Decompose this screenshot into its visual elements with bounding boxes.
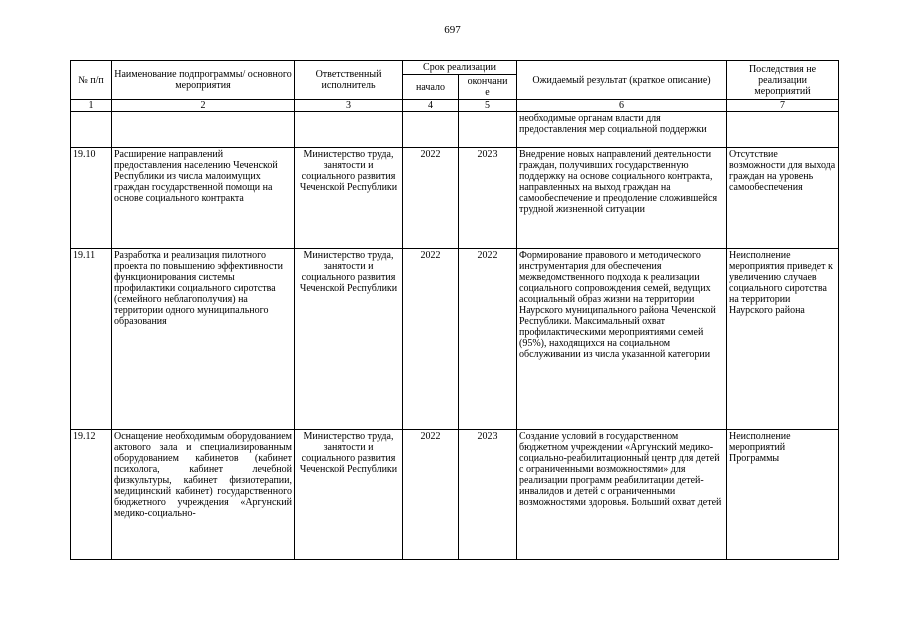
row-consequence: Неисполнение мероприятий Программы xyxy=(727,430,839,560)
row-result: Формирование правового и методического инструментария для обеспечения межведомственного подхода к реализации социального сопровождения семей, ведущих асоциальный образ жизни на территории Наурского муниципального района Чеченской Республики. Максимальный охват профилактическими мероприятиями семей (95%), находящихся на социальном обслуживании из числа указанной категории xyxy=(517,249,727,430)
header-end-line1: окончани xyxy=(467,76,508,87)
column-number-2: 2 xyxy=(112,100,295,112)
page-number: 697 xyxy=(444,24,461,36)
column-number-6: 6 xyxy=(517,100,727,112)
header-end-line2: е xyxy=(485,87,490,98)
column-number-1: 1 xyxy=(71,100,112,112)
header-name: Наименование подпрограммы/ основного мероприятия xyxy=(112,61,295,100)
row-start: 2022 xyxy=(403,430,459,560)
header-end xyxy=(459,75,517,100)
header-start: начало xyxy=(403,75,459,100)
row-name: Разработка и реализация пилотного проекта по повышению эффективности функционирования системы профилактики социального сиротства (семейного неблагополучия) на территории одного муниципального образования xyxy=(112,249,295,430)
row-number: 19.10 xyxy=(71,148,112,249)
header-consequence: Последствия не реализации мероприятий xyxy=(727,61,839,100)
row-number: 19.12 xyxy=(71,430,112,560)
row-executor: Министерство труда, занятости и социального развития Чеченской Республики xyxy=(295,430,403,560)
column-number-4: 4 xyxy=(403,100,459,112)
header-deadline: Срок реализации xyxy=(403,61,517,75)
header-executor: Ответственный исполнитель xyxy=(295,61,403,100)
program-table xyxy=(70,60,839,560)
column-number-3: 3 xyxy=(295,100,403,112)
header-number: № п/п xyxy=(71,61,112,100)
row-result: Внедрение новых направлений деятельности граждан, получивших государственную поддержку на основе социального контракта, направленных на выход граждан на самообеспечение и преодоление сложившейся трудной жизненной ситуации xyxy=(517,148,727,249)
table-row xyxy=(71,148,839,249)
column-number-7: 7 xyxy=(727,100,839,112)
row-executor: Министерство труда, занятости и социального развития Чеченской Республики xyxy=(295,148,403,249)
table-row-continuation xyxy=(71,112,839,148)
row-name: Оснащение необходимым оборудованием актового зала и специализированным оборудованием кабинетов (кабинет психолога, кабинет лечебной физкультуры, кабинет физиотерапии, медицинский кабинет) государственного бюджетного учреждения «Аргунский медико-социально- xyxy=(112,430,295,560)
continuation-result: необходимые органам власти для предоставления мер социальной поддержки xyxy=(517,112,727,148)
header-result: Ожидаемый результат (краткое описание) xyxy=(517,61,727,100)
row-name: Расширение направлений предоставления населению Чеченской Республики из числа малоимущих граждан государственной помощи на основе социального контракта xyxy=(112,148,295,249)
row-start: 2022 xyxy=(403,148,459,249)
table-row xyxy=(71,430,839,560)
row-consequence: Неисполнение мероприятия приведет к увеличению случаев социального сиротства на территории Наурского района xyxy=(727,249,839,430)
table-row xyxy=(71,249,839,430)
row-number: 19.11 xyxy=(71,249,112,430)
row-end: 2023 xyxy=(459,430,517,560)
row-executor: Министерство труда, занятости и социального развития Чеченской Республики xyxy=(295,249,403,430)
row-consequence: Отсутствие возможности для выхода граждан на уровень самообеспечения xyxy=(727,148,839,249)
row-result: Создание условий в государственном бюджетном учреждении «Аргунский медико-социально-реабилитационный центр для детей с ограниченными возможностями» для реализации программ реабилитации детей-инвалидов и детей с ограниченными возможностями здоровья. Больший охват детей xyxy=(517,430,727,560)
column-number-5: 5 xyxy=(459,100,517,112)
row-start: 2022 xyxy=(403,249,459,430)
row-end: 2023 xyxy=(459,148,517,249)
row-end: 2022 xyxy=(459,249,517,430)
